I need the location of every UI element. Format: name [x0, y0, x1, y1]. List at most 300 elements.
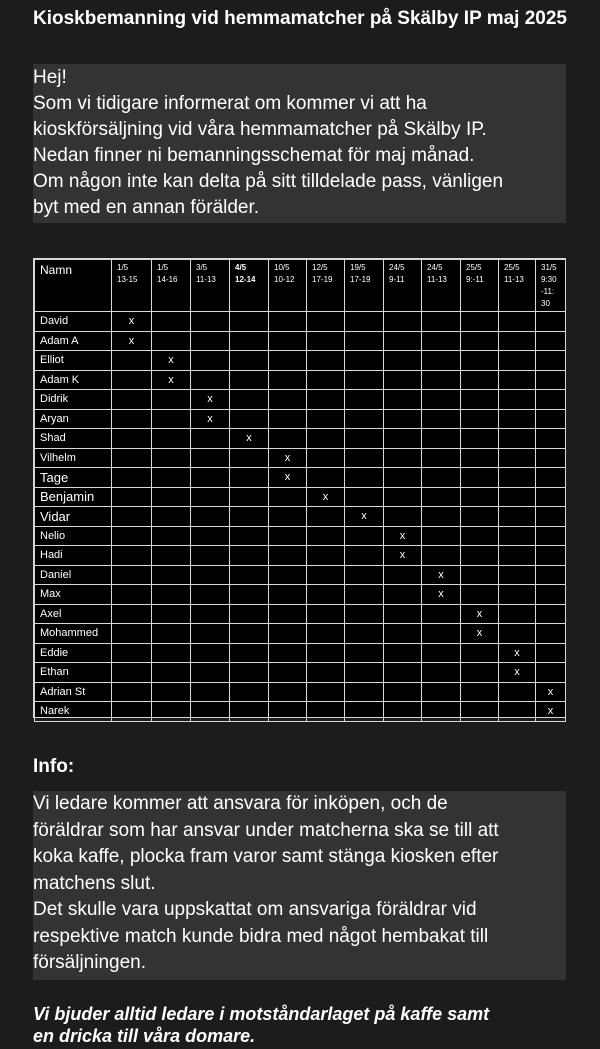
empty-cell: [307, 351, 345, 371]
empty-cell: [230, 487, 269, 507]
empty-cell: [191, 643, 230, 663]
date-column-header: [112, 260, 152, 312]
empty-cell: [152, 487, 191, 507]
column-time: 10-12: [274, 275, 295, 284]
empty-cell: [384, 682, 422, 702]
empty-cell: [191, 448, 230, 468]
table-row: [35, 487, 566, 507]
column-date: 1/5: [117, 263, 129, 272]
parent-name: Vilhelm: [35, 448, 112, 468]
empty-cell: [422, 702, 461, 722]
empty-cell: [422, 370, 461, 390]
empty-cell: [191, 507, 230, 527]
empty-cell: [230, 507, 269, 527]
empty-cell: [422, 604, 461, 624]
empty-cell: [269, 702, 307, 722]
note-line: Vi bjuder alltid ledare i motståndarlaget på kaffe samt: [33, 1004, 490, 1024]
empty-cell: [345, 429, 384, 449]
empty-cell: [422, 409, 461, 429]
empty-cell: [499, 702, 536, 722]
empty-cell: [499, 468, 536, 488]
empty-cell: [191, 351, 230, 371]
column-time: 14-16: [157, 275, 178, 284]
empty-cell: [191, 312, 230, 332]
empty-cell: [191, 663, 230, 683]
table-row: [35, 546, 566, 566]
empty-cell: [307, 409, 345, 429]
empty-cell: [536, 565, 566, 585]
date-column-header: [269, 260, 307, 312]
intro-line: Om någon inte kan delta på sitt tilldelade pass, vänligen: [33, 171, 504, 192]
empty-cell: [384, 448, 422, 468]
empty-cell: [384, 507, 422, 527]
empty-cell: [152, 682, 191, 702]
assignment-mark: x: [384, 526, 422, 546]
empty-cell: [461, 429, 499, 449]
empty-cell: [152, 507, 191, 527]
empty-cell: [307, 624, 345, 644]
parent-name: Didrik: [35, 390, 112, 410]
empty-cell: [152, 468, 191, 488]
empty-cell: [536, 487, 566, 507]
table-row: [35, 643, 566, 663]
empty-cell: [307, 702, 345, 722]
empty-cell: [536, 643, 566, 663]
empty-cell: [230, 390, 269, 410]
empty-cell: [269, 565, 307, 585]
empty-cell: [461, 331, 499, 351]
table-row: [35, 312, 566, 332]
intro-line: Hej!: [33, 67, 67, 88]
empty-cell: [536, 351, 566, 371]
table-row: [35, 585, 566, 605]
empty-cell: [499, 487, 536, 507]
column-date: 12/5: [312, 263, 328, 272]
parent-name: Adam K: [35, 370, 112, 390]
empty-cell: [461, 663, 499, 683]
column-time: 9:-11: [466, 275, 484, 284]
date-column-header: [191, 260, 230, 312]
empty-cell: [536, 312, 566, 332]
table-row: [35, 448, 566, 468]
empty-cell: [269, 585, 307, 605]
column-date: 24/5: [427, 263, 443, 272]
assignment-mark: x: [536, 682, 566, 702]
empty-cell: [152, 585, 191, 605]
table-row: [35, 702, 566, 722]
column-time: 17-19: [312, 275, 333, 284]
empty-cell: [536, 624, 566, 644]
empty-cell: [307, 448, 345, 468]
empty-cell: [230, 643, 269, 663]
empty-cell: [345, 351, 384, 371]
empty-cell: [345, 643, 384, 663]
empty-cell: [152, 448, 191, 468]
empty-cell: [422, 526, 461, 546]
assignment-mark: x: [422, 565, 461, 585]
parent-name: Adrian St: [35, 682, 112, 702]
parent-name: Mohammed: [35, 624, 112, 644]
empty-cell: [461, 409, 499, 429]
empty-cell: [499, 370, 536, 390]
assignment-mark: x: [422, 585, 461, 605]
empty-cell: [384, 663, 422, 683]
empty-cell: [536, 468, 566, 488]
info-line: respektive match kunde bidra med något hembakat till: [33, 925, 489, 947]
empty-cell: [191, 702, 230, 722]
empty-cell: [307, 312, 345, 332]
empty-cell: [536, 429, 566, 449]
column-time: 17-19: [350, 275, 371, 284]
assignment-mark: x: [499, 643, 536, 663]
column-date: 25/5: [466, 263, 482, 272]
empty-cell: [307, 370, 345, 390]
parent-name: Hadi: [35, 546, 112, 566]
empty-cell: [461, 702, 499, 722]
parent-name: David: [35, 312, 112, 332]
table-row: [35, 370, 566, 390]
column-date: 25/5: [504, 263, 520, 272]
empty-cell: [345, 312, 384, 332]
empty-cell: [191, 546, 230, 566]
column-time: 11-13: [427, 275, 447, 284]
intro-text: [33, 64, 566, 223]
empty-cell: [499, 546, 536, 566]
column-date: 1/5: [157, 263, 169, 272]
assignment-mark: x: [152, 351, 191, 371]
empty-cell: [345, 663, 384, 683]
empty-cell: [345, 370, 384, 390]
empty-cell: [384, 468, 422, 488]
empty-cell: [461, 390, 499, 410]
empty-cell: [230, 702, 269, 722]
empty-cell: [269, 604, 307, 624]
date-column-header: [384, 260, 422, 312]
empty-cell: [112, 390, 152, 410]
empty-cell: [384, 643, 422, 663]
schedule-table: [34, 259, 566, 722]
assignment-mark: x: [112, 331, 152, 351]
empty-cell: [152, 702, 191, 722]
table-row: [35, 409, 566, 429]
empty-cell: [422, 468, 461, 488]
parent-name: Narek: [35, 702, 112, 722]
assignment-mark: x: [112, 312, 152, 332]
empty-cell: [536, 546, 566, 566]
column-date: 4/5: [235, 263, 247, 272]
parent-name: Shad: [35, 429, 112, 449]
column-date: 3/5: [196, 263, 208, 272]
table-row: [35, 507, 566, 527]
empty-cell: [152, 565, 191, 585]
empty-cell: [499, 624, 536, 644]
empty-cell: [269, 546, 307, 566]
empty-cell: [152, 643, 191, 663]
assignment-mark: x: [269, 448, 307, 468]
empty-cell: [152, 604, 191, 624]
empty-cell: [461, 468, 499, 488]
empty-cell: [499, 604, 536, 624]
empty-cell: [269, 487, 307, 507]
empty-cell: [499, 682, 536, 702]
parent-name: Aryan: [35, 409, 112, 429]
empty-cell: [499, 312, 536, 332]
empty-cell: [384, 624, 422, 644]
assignment-mark: x: [384, 546, 422, 566]
info-heading: Info:: [33, 756, 75, 777]
parent-name: Vidar: [35, 507, 112, 527]
empty-cell: [461, 643, 499, 663]
empty-cell: [230, 682, 269, 702]
empty-cell: [307, 390, 345, 410]
empty-cell: [499, 565, 536, 585]
assignment-mark: x: [152, 370, 191, 390]
column-date: 10/5: [274, 263, 290, 272]
parent-name: Benjamin: [35, 487, 112, 507]
empty-cell: [191, 624, 230, 644]
parent-name: Nelio: [35, 526, 112, 546]
empty-cell: [152, 546, 191, 566]
empty-cell: [307, 682, 345, 702]
empty-cell: [112, 604, 152, 624]
empty-cell: [422, 546, 461, 566]
empty-cell: [269, 682, 307, 702]
info-line: koka kaffe, plocka fram varor samt stänga kiosken efter: [33, 846, 499, 867]
empty-cell: [536, 585, 566, 605]
column-time: 9:30 -11: 30: [541, 275, 557, 308]
empty-cell: [112, 409, 152, 429]
empty-cell: [461, 585, 499, 605]
assignment-mark: x: [536, 702, 566, 722]
info-line: matchens slut.: [33, 872, 156, 894]
empty-cell: [269, 312, 307, 332]
parent-name: Adam A: [35, 331, 112, 351]
empty-cell: [230, 312, 269, 332]
empty-cell: [191, 487, 230, 507]
empty-cell: [384, 370, 422, 390]
parent-name: Ethan: [35, 663, 112, 683]
empty-cell: [191, 370, 230, 390]
empty-cell: [230, 468, 269, 488]
empty-cell: [499, 351, 536, 371]
column-date: 24/5: [389, 263, 405, 272]
empty-cell: [422, 390, 461, 410]
empty-cell: [345, 565, 384, 585]
empty-cell: [269, 351, 307, 371]
empty-cell: [384, 409, 422, 429]
schedule-body: [35, 312, 566, 722]
empty-cell: [536, 526, 566, 546]
empty-cell: [152, 409, 191, 429]
empty-cell: [230, 565, 269, 585]
assignment-mark: x: [307, 487, 345, 507]
table-row: [35, 331, 566, 351]
schedule-header-row: [35, 260, 566, 312]
empty-cell: [345, 468, 384, 488]
empty-cell: [461, 507, 499, 527]
empty-cell: [345, 331, 384, 351]
empty-cell: [112, 448, 152, 468]
assignment-mark: x: [230, 429, 269, 449]
empty-cell: [112, 526, 152, 546]
empty-cell: [152, 663, 191, 683]
empty-cell: [384, 331, 422, 351]
empty-cell: [384, 390, 422, 410]
date-column-header: [499, 260, 536, 312]
table-row: [35, 604, 566, 624]
closing-note: [33, 1003, 578, 1047]
empty-cell: [307, 565, 345, 585]
empty-cell: [230, 546, 269, 566]
empty-cell: [384, 565, 422, 585]
empty-cell: [269, 331, 307, 351]
parent-name: Daniel: [35, 565, 112, 585]
table-row: [35, 526, 566, 546]
empty-cell: [422, 663, 461, 683]
empty-cell: [112, 565, 152, 585]
empty-cell: [191, 604, 230, 624]
empty-cell: [112, 702, 152, 722]
empty-cell: [230, 663, 269, 683]
parent-name: Max: [35, 585, 112, 605]
empty-cell: [536, 331, 566, 351]
empty-cell: [152, 624, 191, 644]
empty-cell: [499, 585, 536, 605]
empty-cell: [112, 429, 152, 449]
empty-cell: [499, 331, 536, 351]
empty-cell: [112, 546, 152, 566]
empty-cell: [152, 312, 191, 332]
empty-cell: [307, 507, 345, 527]
empty-cell: [307, 585, 345, 605]
empty-cell: [230, 448, 269, 468]
empty-cell: [422, 643, 461, 663]
empty-cell: [112, 624, 152, 644]
empty-cell: [269, 370, 307, 390]
empty-cell: [269, 409, 307, 429]
empty-cell: [422, 682, 461, 702]
empty-cell: [230, 351, 269, 371]
empty-cell: [461, 448, 499, 468]
empty-cell: [269, 507, 307, 527]
empty-cell: [536, 390, 566, 410]
empty-cell: [499, 448, 536, 468]
assignment-mark: x: [461, 604, 499, 624]
empty-cell: [536, 604, 566, 624]
empty-cell: [191, 565, 230, 585]
empty-cell: [384, 351, 422, 371]
page-title: Kioskbemanning vid hemmamatcher på Skälby IP maj 2025: [33, 8, 567, 29]
intro-line: Som vi tidigare informerat om kommer vi att ha: [33, 93, 427, 114]
empty-cell: [536, 507, 566, 527]
empty-cell: [191, 468, 230, 488]
empty-cell: [152, 331, 191, 351]
empty-cell: [269, 643, 307, 663]
empty-cell: [536, 663, 566, 683]
empty-cell: [461, 682, 499, 702]
empty-cell: [461, 487, 499, 507]
assignment-mark: x: [345, 507, 384, 527]
empty-cell: [307, 429, 345, 449]
empty-cell: [345, 487, 384, 507]
name-column-header: Namn: [35, 260, 112, 312]
column-date: 31/5: [541, 263, 557, 272]
empty-cell: [307, 663, 345, 683]
info-text: [33, 791, 566, 980]
empty-cell: [536, 409, 566, 429]
empty-cell: [269, 526, 307, 546]
empty-cell: [269, 624, 307, 644]
empty-cell: [461, 565, 499, 585]
empty-cell: [422, 624, 461, 644]
empty-cell: [112, 682, 152, 702]
assignment-mark: x: [499, 663, 536, 683]
empty-cell: [384, 585, 422, 605]
empty-cell: [191, 682, 230, 702]
date-column-header: [536, 260, 566, 312]
empty-cell: [152, 390, 191, 410]
empty-cell: [422, 448, 461, 468]
table-row: [35, 682, 566, 702]
empty-cell: [499, 390, 536, 410]
empty-cell: [384, 312, 422, 332]
empty-cell: [499, 507, 536, 527]
intro-line: Nedan finner ni bemanningsschemat för maj månad.: [33, 145, 475, 166]
empty-cell: [345, 604, 384, 624]
empty-cell: [230, 604, 269, 624]
empty-cell: [230, 624, 269, 644]
empty-cell: [422, 507, 461, 527]
empty-cell: [112, 370, 152, 390]
empty-cell: [499, 409, 536, 429]
empty-cell: [461, 312, 499, 332]
date-column-header: [345, 260, 384, 312]
table-row: [35, 429, 566, 449]
empty-cell: [345, 390, 384, 410]
empty-cell: [230, 526, 269, 546]
empty-cell: [461, 370, 499, 390]
table-row: [35, 663, 566, 683]
column-time: 11-13: [504, 275, 524, 284]
empty-cell: [307, 526, 345, 546]
info-line: Vi ledare kommer att ansvara för inköpen, och de: [33, 793, 448, 814]
empty-cell: [307, 643, 345, 663]
empty-cell: [112, 351, 152, 371]
assignment-mark: x: [269, 468, 307, 488]
empty-cell: [422, 487, 461, 507]
empty-cell: [112, 663, 152, 683]
empty-cell: [345, 409, 384, 429]
table-row: [35, 390, 566, 410]
intro-line: byt med en annan förälder.: [33, 197, 260, 218]
empty-cell: [345, 682, 384, 702]
empty-cell: [384, 604, 422, 624]
empty-cell: [422, 331, 461, 351]
assignment-mark: x: [191, 390, 230, 410]
empty-cell: [191, 331, 230, 351]
date-column-header: [230, 260, 269, 312]
assignment-mark: x: [191, 409, 230, 429]
table-row: [35, 565, 566, 585]
empty-cell: [384, 487, 422, 507]
parent-name: Axel: [35, 604, 112, 624]
empty-cell: [152, 526, 191, 546]
empty-cell: [384, 702, 422, 722]
empty-cell: [499, 526, 536, 546]
table-row: [35, 351, 566, 371]
table-row: [35, 468, 566, 488]
empty-cell: [230, 585, 269, 605]
